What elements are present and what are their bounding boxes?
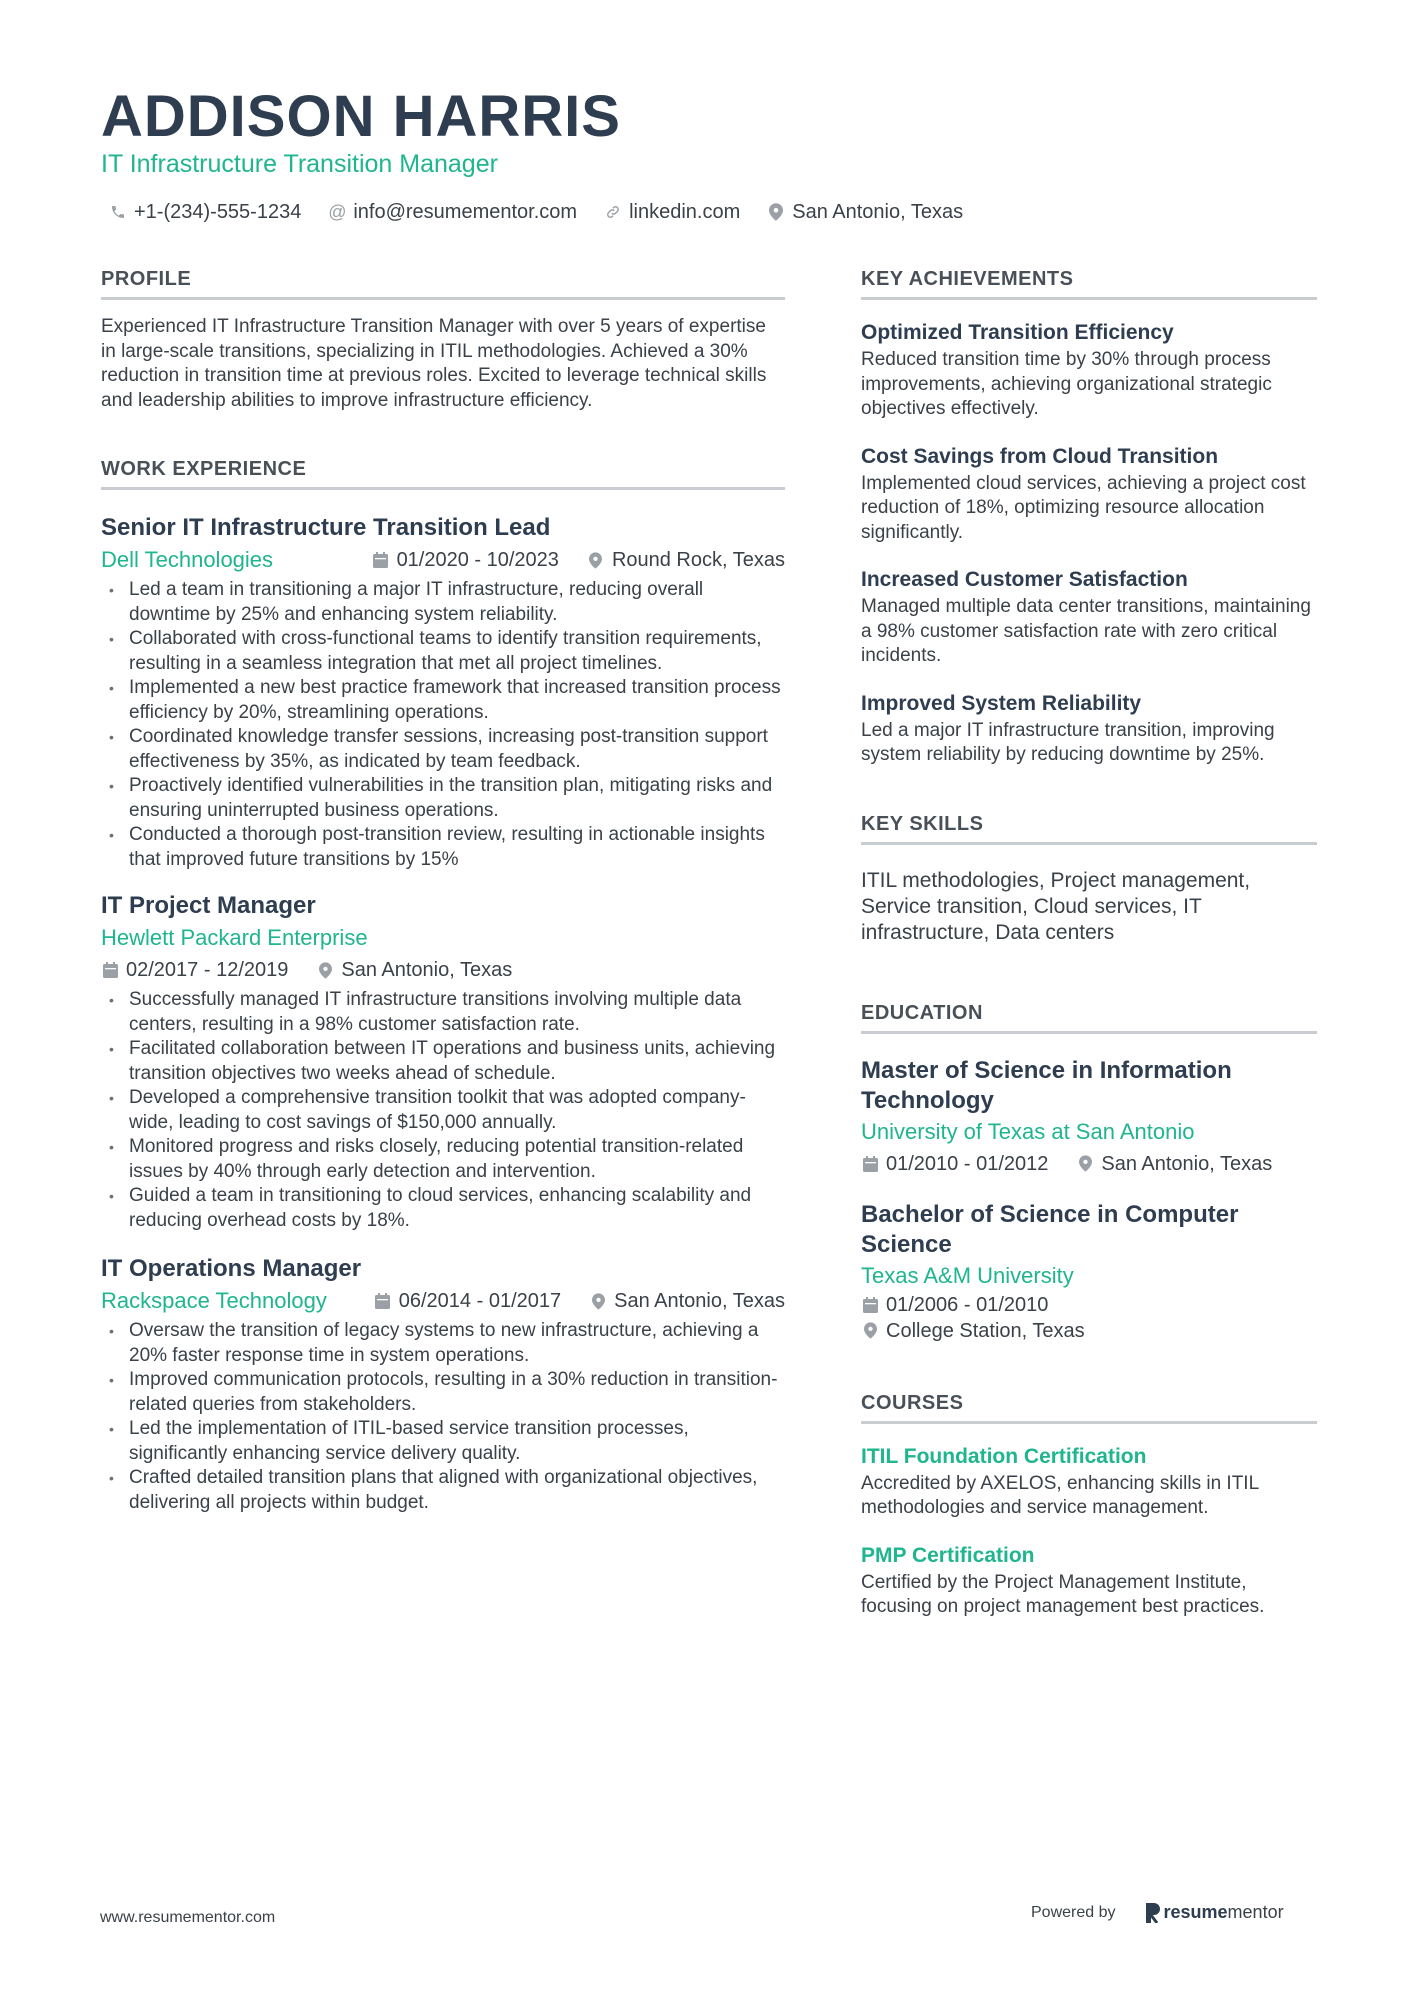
calendar-icon bbox=[101, 961, 119, 979]
job-title: Senior IT Infrastructure Transition Lead bbox=[101, 514, 551, 541]
achievement-text: Led a major IT infrastructure transition, improving system reliability by reducing downtime by 25%. bbox=[861, 719, 1275, 765]
job-bullet: • Oversaw the transition of legacy systems to new infrastructure, achieving a 20% faster response time in system operations. bbox=[101, 1319, 785, 1368]
job-dates-text: 02/2017 - 12/2019 bbox=[126, 959, 289, 981]
link-icon bbox=[603, 202, 623, 222]
job-bullet: • Guided a team in transitioning to cloud services, enhancing scalability and reducing overhead costs by 18%. bbox=[101, 1184, 785, 1233]
achievement-item bbox=[861, 442, 1317, 546]
job-bullet: • Coordinated knowledge transfer sessions, increasing post-transition support effectiveness by 35%, as indicated by team feedback. bbox=[101, 725, 785, 774]
achievement-item bbox=[861, 318, 1317, 422]
job-entry bbox=[101, 890, 785, 1233]
course-text: Accredited by AXELOS, enhancing skills in ITIL methodologies and service management. bbox=[861, 1472, 1259, 1518]
job-bullet: • Successfully managed IT infrastructure transitions involving multiple data centers, resulting in a 98% customer satisfaction rate. bbox=[101, 988, 785, 1037]
job-location bbox=[589, 1285, 785, 1317]
job-title: IT Project Manager bbox=[101, 892, 316, 919]
work-heading: WORK EXPERIENCE bbox=[101, 456, 785, 490]
education-dates bbox=[861, 1292, 1317, 1318]
job-company: Dell Technologies bbox=[101, 547, 274, 572]
education-location-text: San Antonio, Texas bbox=[1101, 1152, 1273, 1175]
job-location-text: San Antonio, Texas bbox=[614, 1290, 785, 1312]
right-column bbox=[861, 266, 1317, 1620]
job-bullet: • Led the implementation of ITIL-based service transition processes, significantly enhancing service delivery quality. bbox=[101, 1417, 785, 1466]
job-dates bbox=[374, 1285, 561, 1317]
achievement-title: Increased Customer Satisfaction bbox=[861, 568, 1188, 591]
course-item bbox=[861, 1541, 1317, 1620]
calendar-icon bbox=[861, 1296, 879, 1314]
powered-by-label: Powered by bbox=[1031, 1903, 1116, 1921]
courses-heading: COURSES bbox=[861, 1390, 1317, 1424]
job-bullet: • Collaborated with cross-functional teams to identify transition requirements, resulting in a seamless integration that met all project timelines. bbox=[101, 627, 785, 676]
job-entry bbox=[101, 512, 785, 872]
job-meta bbox=[101, 954, 785, 986]
education-meta bbox=[861, 1148, 1317, 1180]
education-location-text: College Station, Texas bbox=[886, 1319, 1085, 1342]
linkedin-text: linkedin.com bbox=[629, 200, 741, 223]
achievements-heading: KEY ACHIEVEMENTS bbox=[861, 266, 1317, 300]
job-bullet: • Proactively identified vulnerabilities in the transition plan, mitigating risks and ensuring uninterrupted business operations. bbox=[101, 774, 785, 823]
contact-bar bbox=[108, 198, 989, 226]
courses-section bbox=[861, 1390, 1317, 1620]
job-location bbox=[587, 544, 785, 576]
logo-text-bold: resume bbox=[1163, 1902, 1228, 1922]
achievement-text: Implemented cloud services, achieving a project cost reduction of 18%, optimizing resource allocation significantly. bbox=[861, 472, 1306, 543]
email-text: info@resumementor.com bbox=[353, 200, 578, 223]
candidate-title: IT Infrastructure Transition Manager bbox=[101, 150, 498, 178]
logo-text-light: mentor bbox=[1227, 1902, 1284, 1922]
profile-text: Experienced IT Infrastructure Transition Manager with over 5 years of expertise in large-scale transitions, specializing in ITIL methodologies. Achieved a 30% reduction in transition time at previous roles. Excited to leverage technical skills and leadership abilities to improve infrastructure efficiency. bbox=[101, 316, 767, 411]
job-bullet: • Monitored progress and risks closely, reducing potential transition-related issues by 40% through early detection and intervention. bbox=[101, 1135, 785, 1184]
job-dates bbox=[101, 954, 288, 986]
job-bullet: • Crafted detailed transition plans that aligned with organizational objectives, delivering all projects within budget. bbox=[101, 1466, 785, 1515]
achievement-item bbox=[861, 565, 1317, 669]
resumementor-logo[interactable] bbox=[1146, 1902, 1284, 1923]
skills-section bbox=[861, 811, 1317, 946]
location-icon bbox=[316, 961, 334, 979]
profile-section bbox=[101, 266, 785, 413]
job-company: Hewlett Packard Enterprise bbox=[101, 925, 368, 950]
job-company-row bbox=[101, 922, 785, 954]
left-column bbox=[101, 266, 785, 1515]
job-title: IT Operations Manager bbox=[101, 1255, 362, 1282]
education-degree: Bachelor of Science in Computer Science bbox=[861, 1200, 1239, 1258]
job-bullet: • Led a team in transitioning a major IT infrastructure, reducing overall downtime by 25% and enhancing system reliability. bbox=[101, 578, 785, 627]
achievement-item bbox=[861, 689, 1317, 768]
calendar-icon bbox=[374, 1292, 392, 1310]
skills-text: ITIL methodologies, Project management, Service transition, Cloud services, IT infrastructure, Data centers bbox=[861, 868, 1251, 944]
education-dates-text: 01/2006 - 01/2010 bbox=[886, 1293, 1049, 1316]
education-item bbox=[861, 1056, 1317, 1180]
job-meta bbox=[101, 1285, 785, 1317]
contact-email[interactable] bbox=[327, 201, 577, 224]
education-school: University of Texas at San Antonio bbox=[861, 1118, 1195, 1144]
job-bullet: • Facilitated collaboration between IT operations and business units, achieving transition objectives two weeks ahead of schedule. bbox=[101, 1037, 785, 1086]
education-degree: Master of Science in Information Technology bbox=[861, 1056, 1232, 1114]
contact-location bbox=[766, 201, 963, 224]
course-title: ITIL Foundation Certification bbox=[861, 1444, 1147, 1468]
job-company: Rackspace Technology bbox=[101, 1288, 327, 1313]
calendar-icon bbox=[372, 551, 390, 569]
logo-mark-icon bbox=[1146, 1903, 1160, 1923]
job-location-text: Round Rock, Texas bbox=[611, 549, 785, 571]
profile-heading: PROFILE bbox=[101, 266, 785, 300]
job-dates bbox=[372, 544, 559, 576]
job-bullets bbox=[101, 1319, 785, 1515]
footer-powered bbox=[1031, 1902, 1284, 1923]
job-entry bbox=[101, 1253, 785, 1515]
education-section bbox=[861, 1000, 1317, 1344]
phone-icon bbox=[108, 202, 128, 222]
education-dates-text: 01/2010 - 01/2012 bbox=[886, 1152, 1049, 1175]
location-icon bbox=[589, 1292, 607, 1310]
location-icon bbox=[1076, 1155, 1094, 1173]
at-icon: @ bbox=[328, 201, 347, 222]
achievement-title: Optimized Transition Efficiency bbox=[861, 321, 1174, 344]
job-dates-text: 01/2020 - 10/2023 bbox=[396, 549, 559, 571]
candidate-name: ADDISON HARRIS bbox=[101, 84, 621, 149]
job-bullet: • Improved communication protocols, resulting in a 30% reduction in transition-related queries from stakeholders. bbox=[101, 1368, 785, 1417]
location-text: San Antonio, Texas bbox=[792, 200, 964, 223]
education-location bbox=[861, 1318, 1317, 1344]
course-title: PMP Certification bbox=[861, 1543, 1035, 1567]
job-bullet: • Developed a comprehensive transition toolkit that was adopted company-wide, leading to cost savings of $150,000 annually. bbox=[101, 1086, 785, 1135]
contact-phone[interactable] bbox=[108, 201, 301, 224]
achievements-section bbox=[861, 266, 1317, 768]
achievement-text: Managed multiple data center transitions, maintaining a 98% customer satisfaction rate with zero critical incidents. bbox=[861, 596, 1311, 666]
job-meta bbox=[101, 544, 785, 576]
calendar-icon bbox=[861, 1155, 879, 1173]
work-section bbox=[101, 456, 785, 1515]
skills-heading: KEY SKILLS bbox=[861, 811, 1317, 845]
location-icon bbox=[861, 1322, 879, 1340]
job-location bbox=[316, 954, 512, 986]
job-dates-text: 06/2014 - 01/2017 bbox=[398, 1290, 562, 1312]
footer-website[interactable]: www.resumementor.com bbox=[100, 1909, 276, 1926]
course-text: Certified by the Project Management Institute, focusing on project management best practices. bbox=[861, 1571, 1265, 1617]
location-icon bbox=[587, 551, 605, 569]
job-bullet: • Implemented a new best practice framework that increased transition process efficiency by 20%, streamlining operations. bbox=[101, 676, 785, 725]
achievement-title: Improved System Reliability bbox=[861, 691, 1142, 715]
education-heading: EDUCATION bbox=[861, 1000, 1317, 1034]
job-bullets bbox=[101, 578, 785, 872]
contact-linkedin[interactable] bbox=[603, 201, 740, 224]
achievement-title: Cost Savings from Cloud Transition bbox=[861, 444, 1219, 468]
location-icon bbox=[766, 202, 786, 222]
education-school: Texas A&M University bbox=[861, 1262, 1074, 1288]
education-location bbox=[1076, 1148, 1272, 1180]
education-dates bbox=[861, 1148, 1048, 1180]
job-bullet: • Conducted a thorough post-transition review, resulting in actionable insights that improved future transitions by 15% bbox=[101, 823, 785, 872]
course-item bbox=[861, 1442, 1317, 1521]
job-location-text: San Antonio, Texas bbox=[341, 959, 513, 981]
job-bullets bbox=[101, 988, 785, 1233]
achievement-text: Reduced transition time by 30% through process improvements, achieving organizational strategic objectives effectively. bbox=[861, 349, 1272, 419]
phone-text: +1-(234)-555-1234 bbox=[134, 200, 302, 223]
education-item bbox=[861, 1200, 1317, 1344]
